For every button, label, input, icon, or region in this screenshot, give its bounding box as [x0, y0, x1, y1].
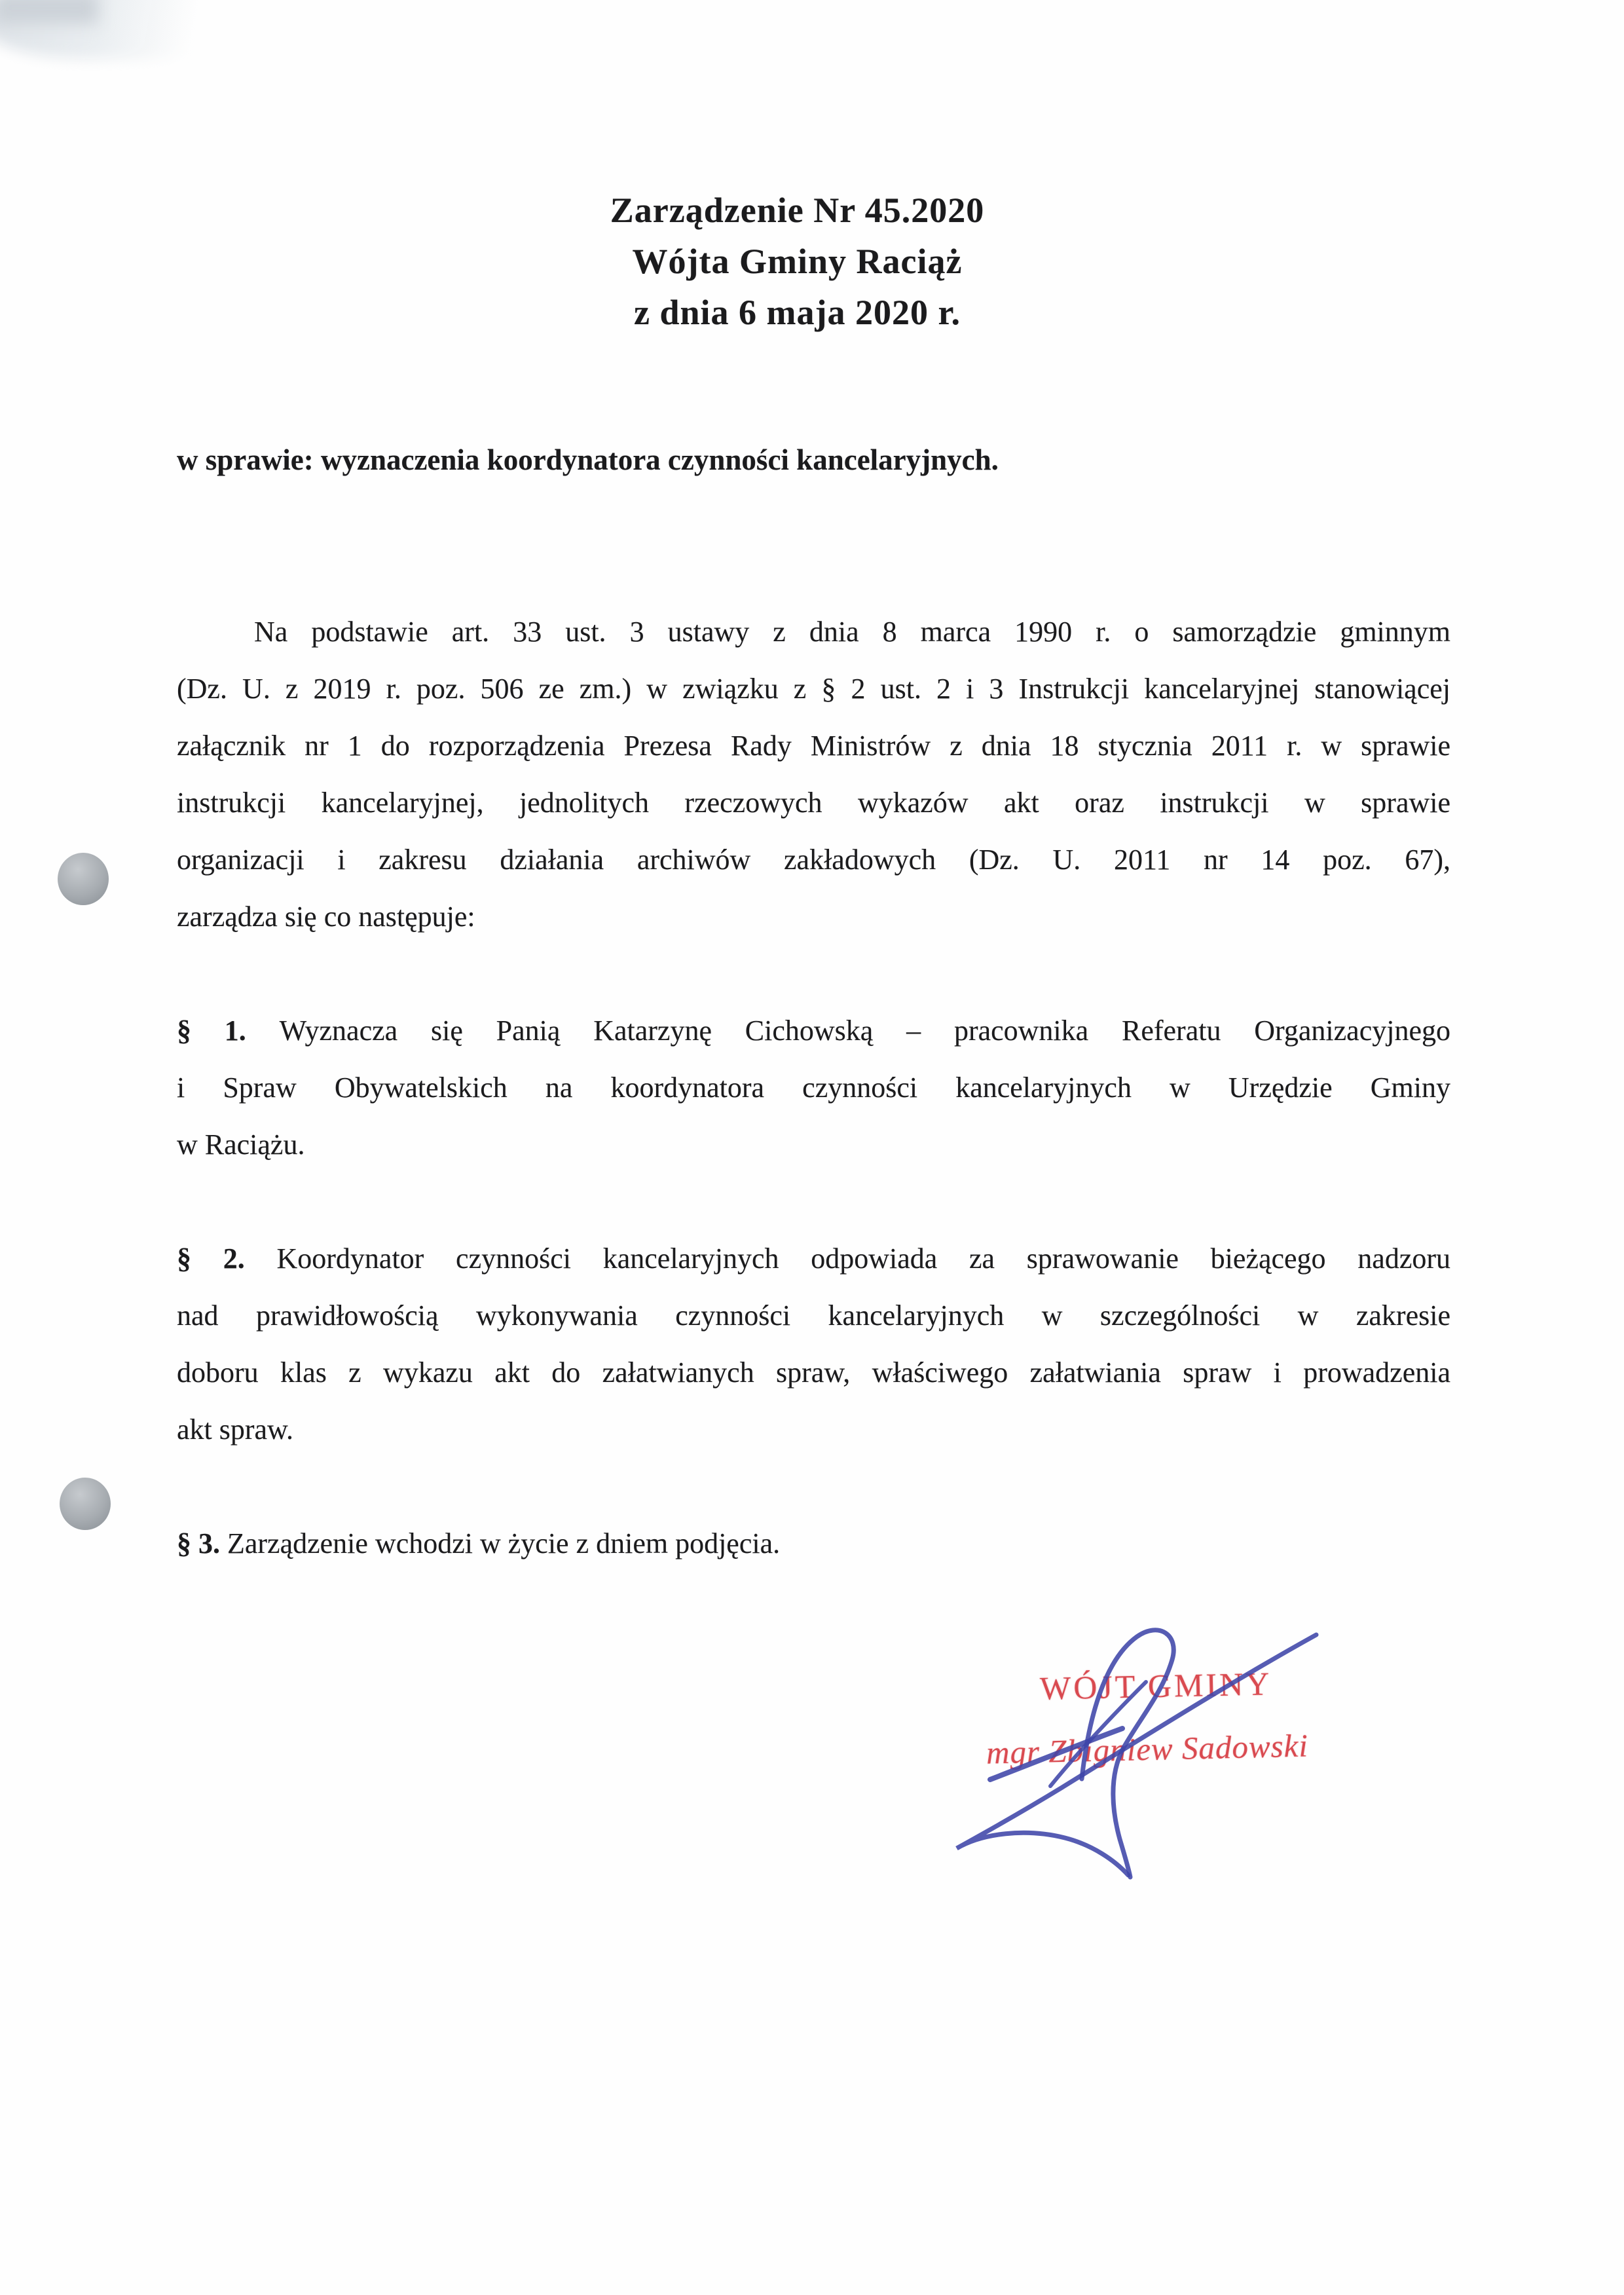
- signature-stroke-loop: [1082, 1630, 1173, 1877]
- signature-stroke-diagonal: [957, 1635, 1316, 1875]
- text-line: § 3. Zarządzenie wchodzi w życie z dniem podjęcia.: [177, 1527, 781, 1559]
- text-line: doboru klas z wykazu akt do załatwianych spraw, właściwego załatwiania spraw i prowadzenia: [177, 1356, 1450, 1389]
- title-line-date: z dnia 6 maja 2020 r.: [633, 293, 961, 332]
- text-line: instrukcji kancelaryjnej, jednolitych rzeczowych wykazów akt oraz instrukcji w sprawie: [177, 787, 1450, 819]
- text-line: (Dz. U. z 2019 r. poz. 506 ze zm.) w związku z § 2 ust. 2 i 3 Instrukcji kancelaryjnej stanowiącej: [177, 673, 1450, 705]
- title-line-issuer: Wójta Gminy Raciąż: [632, 242, 963, 281]
- text-line: i Spraw Obywatelskich na koordynatora czynności kancelaryjnych w Urzędzie Gminy: [177, 1072, 1450, 1104]
- text-line: Na podstawie art. 33 ust. 3 ustawy z dnia 8 marca 1990 r. o samorządzie gminnym: [254, 616, 1450, 648]
- document-body: [177, 603, 1450, 1629]
- signature-ink: [917, 1592, 1375, 1899]
- text-line: nad prawidłowością wykonywania czynności kancelaryjnych w szczególności w zakresie: [177, 1299, 1450, 1332]
- signature-stamp-name: mgr Zbigniew Sadowski: [986, 1727, 1309, 1771]
- paragraph-legal-basis: [177, 603, 1450, 945]
- text-line: załącznik nr 1 do rozporządzenia Prezesa Rady Ministrów z dnia 18 stycznia 2011 r. w sprawie: [177, 730, 1450, 762]
- paragraph-3: [177, 1515, 1450, 1572]
- text-line: organizacji i zakresu działania archiwów zakładowych (Dz. U. 2011 nr 14 poz. 67),: [177, 844, 1450, 876]
- signature-stroke-cross: [990, 1728, 1122, 1780]
- paragraph-1: [177, 1002, 1450, 1173]
- signature-stamp-role: WÓJT GMINY: [1039, 1665, 1272, 1707]
- hole-punch-mark-top: [58, 853, 109, 905]
- text-line: akt spraw.: [177, 1413, 293, 1446]
- scan-artifact-corner-smudge-dark: [0, 0, 98, 24]
- text-line: § 1. Wyznacza się Panią Katarzynę Cichowską – pracownika Referatu Organizacyjnego: [177, 1015, 1450, 1047]
- subject-line: w sprawie: wyznaczenia koordynatora czynności kancelaryjnych.: [177, 443, 999, 476]
- document-title: [160, 185, 1434, 338]
- text-line: zarządza się co następuje:: [177, 901, 475, 933]
- hole-punch-mark-bottom: [60, 1478, 111, 1530]
- text-line: w Raciążu.: [177, 1129, 305, 1161]
- text-line: § 2. Koordynator czynności kancelaryjnych odpowiada za sprawowanie bieżącego nadzoru: [177, 1242, 1451, 1275]
- paragraph-2: [177, 1230, 1450, 1458]
- title-line-number: Zarządzenie Nr 45.2020: [610, 191, 985, 230]
